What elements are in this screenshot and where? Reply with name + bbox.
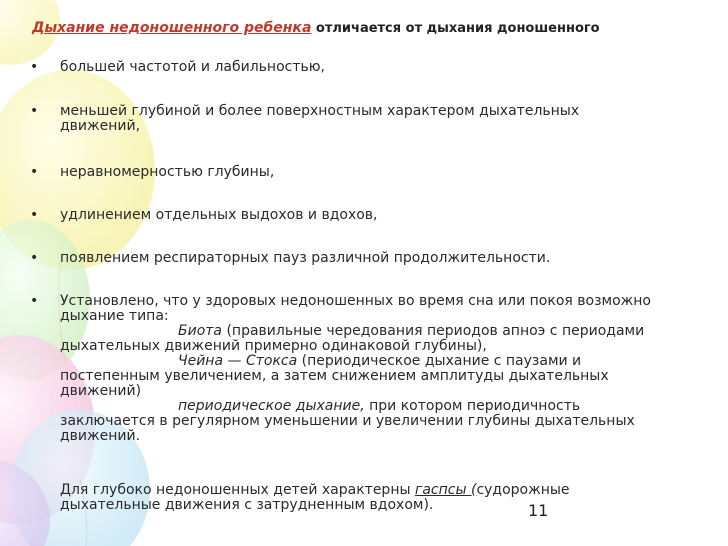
biot-text: (правильные чередования периодов апноэ с периодами дыхательных движений примерно одинаковой глубины), [60,323,645,354]
periodic-name: периодическое дыхание, [178,398,365,414]
slide-title [32,20,722,36]
bullet-text: удлинением отдельных выдохов и вдохов, [60,207,378,223]
title-accent: Дыхание недоношенного ребенка [32,20,312,36]
bullet-dot: • [30,103,39,119]
bullet-text: меньшей глубиной и более поверхностным характером дыхательных движений, [60,103,580,134]
list-item [30,250,660,266]
bullet-dot: • [30,164,39,180]
list-item [30,103,660,134]
cheyne-text: (периодическое дыхание с паузами и постепенным увеличением, а затем снижением амплитуды дыхательных движений) [60,353,609,399]
gasps-after: судорожные дыхательные движения с затрудненным вдохом). [60,482,570,513]
bullet-dot: • [30,250,39,266]
gasps-paragraph [60,483,660,513]
bullet-dot: • [30,207,39,223]
biot-name: Биота [178,323,223,339]
list-item-breathing-types [30,293,660,444]
title-rest: отличается от дыхания доношенного [311,21,600,36]
list-item [30,207,660,223]
gasps-term: гаспсы ( [414,482,477,498]
bullet-text: появлением респираторных пауз различной продолжительности. [60,250,551,266]
bullet-text: неравномерностью глубины, [60,164,275,180]
bullet-dot: • [30,293,39,309]
bullet-dot: • [30,59,39,75]
gasps-before: Для глубоко недоношенных детей характерны [60,482,415,498]
page-number: 11 [528,501,549,520]
breathing-intro: Установлено, что у здоровых недоношенных во время сна или покоя возможно дыхание типа: [60,293,651,324]
periodic-text: при котором периодичность заключается в регулярном уменьшении и увеличении глубины дыхательных движений. [60,398,635,444]
list-item [30,164,660,180]
cheyne-name: Чейна — Стокса [178,353,298,369]
list-item [30,59,660,75]
bullet-text: большей частотой и лабильностью, [60,59,325,75]
